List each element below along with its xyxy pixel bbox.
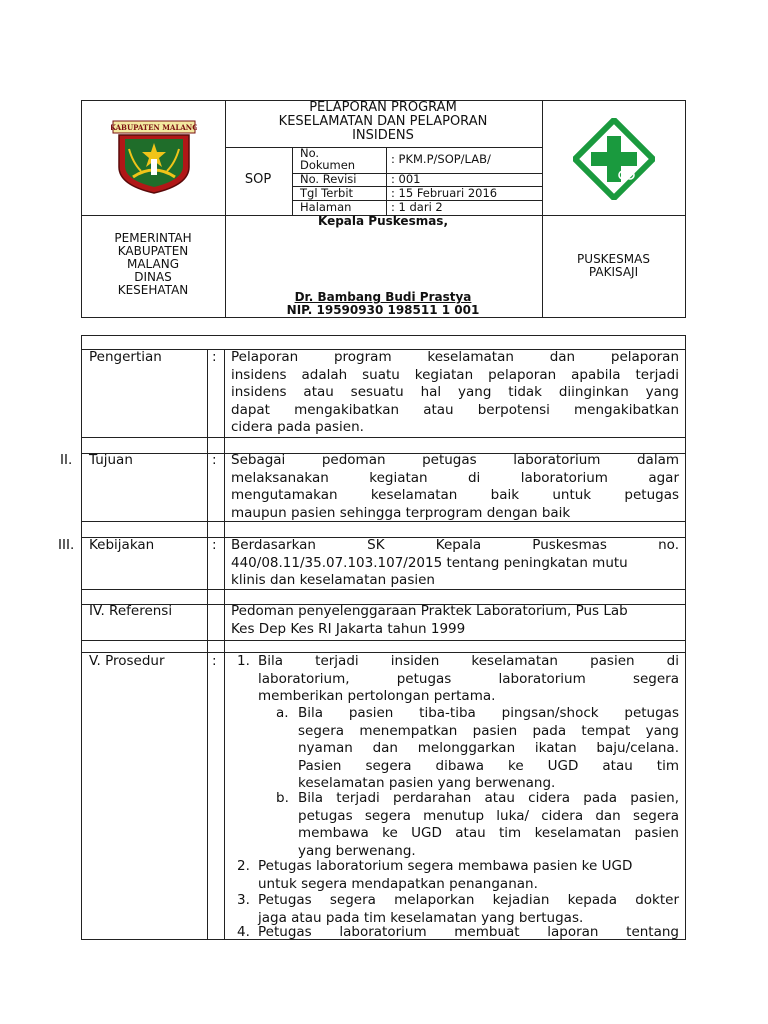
sop-label: SOP [244,172,272,187]
meta-label-terbit: Tgl Terbit [300,186,354,200]
kabupaten-malang-logo [111,119,197,195]
pengertian-colon: : [212,349,217,365]
pengertian-label: Pengertian [89,349,162,365]
pengertian-text: Pelaporan program keselamatan dan pelaporan insidens adalah suatu kegiatan pelaporan apabila terjadi insidens atau sesuatu hal yang tidak diinginkan yang dapat mengakibatkan atau berpotensi mengakibatkan cidera pada pasien. [231,349,679,435]
puskesmas-logo [573,118,655,200]
item-number: 2. [237,858,250,874]
item-number: 1. [237,653,250,669]
kebijakan-label: Kebijakan [89,537,155,553]
meta-label-revisi: No. Revisi [300,172,357,186]
document-title: PELAPORAN PROGRAM KESELAMATAN DAN PELAPORAN INSIDENS [278,100,488,143]
kebijakan-colon: : [212,537,217,553]
tujuan-colon: : [212,452,217,468]
subitem-letter: a. [276,705,289,721]
referensi-label: IV. Referensi [89,603,173,619]
referensi-text: Pedoman penyelenggaraan Praktek Laboratorium, Pus Lab Kes Dep Kes RI Jakarta tahun 1999 [231,603,628,637]
tujuan-text: Sebagai pedoman petugas laboratorium dalam melaksanakan kegiatan di laboratorium agar mengutamakan keselamatan baik untuk petugas maupun pasien sehingga terprogram dengan baik [231,452,679,521]
meta-value-dokumen: : PKM.P/SOP/LAB/ [391,152,491,166]
prosedur-label: V. Prosedur [89,653,165,669]
meta-value-halaman: : 1 dari 2 [391,200,443,214]
item-number: 4. [237,924,250,939]
item-number: 3. [237,892,250,908]
prosedur-colon: : [212,653,217,669]
signer-name: Dr. Bambang Budi Prastya [294,290,472,304]
kebijakan-number: III. [58,537,75,553]
subitem-letter: b. [276,790,289,806]
kepala-label: Kepala Puskesmas, [317,214,449,228]
prosedur-item-4: 4. Petugas laboratorium membuat laporan tentang [237,924,679,939]
meta-label-halaman: Halaman [300,200,352,214]
meta-value-terbit: : 15 Februari 2016 [391,186,498,200]
right-organization: PUSKESMAS PAKISAJI [577,252,650,279]
tujuan-label: Tujuan [89,452,133,468]
left-organization: PEMERINTAH KABUPATEN MALANG DINAS KESEHATAN [114,231,192,297]
meta-label-dokumen: No. Dokumen [300,146,356,172]
kebijakan-text: Berdasarkan SK Kepala Puskesmas no. 440/08.11/35.07.103.107/2015 tentang peningkatan mutu klinis dan keselamatan pasien [231,537,679,588]
meta-value-revisi: : 001 [391,172,421,186]
signer-nip: NIP. 19590930 198511 1 001 [286,303,480,317]
tujuan-number: II. [60,452,73,468]
logo-label: KABUPATEN MALANG [111,123,197,132]
